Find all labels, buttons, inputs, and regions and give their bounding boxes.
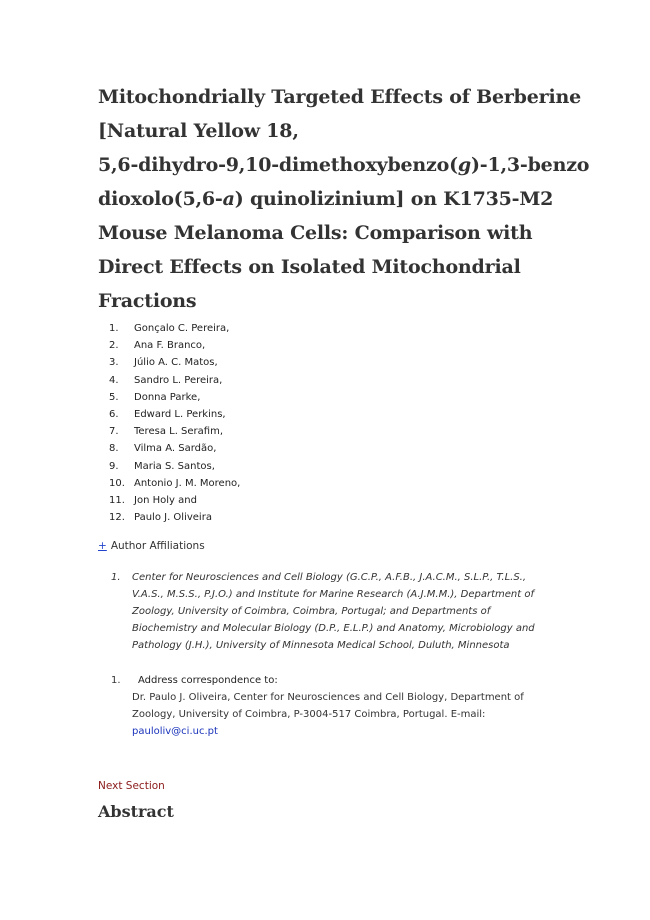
author-item: 8. Vilma A. Sardão, <box>98 440 568 457</box>
author-affiliations-toggle <box>98 539 568 553</box>
author-item: 12. Paulo J. Oliveira <box>98 509 568 526</box>
author-item: 7. Teresa L. Serafim, <box>98 423 568 440</box>
author-name: Vilma A. Sardão, <box>134 443 217 455</box>
author-name: Jon Holy and <box>134 495 197 507</box>
author-item: 4. Sandro L. Pereira, <box>98 372 568 389</box>
next-section-link[interactable]: Next Section <box>98 780 165 793</box>
title-line: Direct Effects on Isolated Mitochondrial <box>98 256 521 278</box>
author-item: 1. Gonçalo C. Pereira, <box>98 320 568 337</box>
expand-affiliations-button[interactable]: + <box>98 540 107 553</box>
affiliation-number: 1. <box>111 572 121 584</box>
affiliations-label: Author Affiliations <box>110 540 205 553</box>
author-list <box>98 320 568 526</box>
title-line: 5,6-dihydro-9,10-dimethoxybenzo(g)-1,3-benzo <box>98 154 590 176</box>
article-title <box>98 80 590 318</box>
correspondence <box>98 672 568 740</box>
author-name: Paulo J. Oliveira <box>134 512 212 524</box>
title-line: Fractions <box>98 290 197 312</box>
author-item: 2. Ana F. Branco, <box>98 337 568 354</box>
author-item: 9. Maria S. Santos, <box>98 458 568 475</box>
author-name: Ana F. Branco, <box>134 340 206 352</box>
email-link[interactable]: pauloliv@ci.uc.pt <box>132 726 218 738</box>
article-page <box>98 80 590 822</box>
author-name: Donna Parke, <box>134 391 201 403</box>
author-item: 10. Antonio J. M. Moreno, <box>98 475 568 492</box>
author-name: Maria S. Santos, <box>134 460 215 472</box>
title-line: Mitochondrially Targeted Effects of Berberine <box>98 86 581 108</box>
affiliation-item <box>98 569 568 654</box>
title-line: Mouse Melanoma Cells: Comparison with <box>98 222 533 244</box>
author-item: 5. Donna Parke, <box>98 389 568 406</box>
correspondence-heading: Address correspondence to: <box>138 675 278 687</box>
author-item: 11. Jon Holy and <box>98 492 568 509</box>
abstract-heading: Abstract <box>98 802 174 822</box>
correspondence-number: 1. <box>111 675 121 687</box>
author-name: Sandro L. Pereira, <box>134 374 223 386</box>
affiliation-text: Center for Neurosciences and Cell Biology (G.C.P., A.F.B., J.A.C.M., S.L.P., T.L.S., V.A.S., M.S.S., P.J.O.) and Institute for Marine Research (A.J.M.M.), Department of Zoology, University of Coimbra, Coimbra, Portugal; and Departments of Biochemistry and Molecular Biology (D.P., E.L.P.) and Anatomy, Microbiology and Pathology (J.H.), University of Minnesota Medical School, Duluth, Minnesota <box>132 572 535 652</box>
correspondence-body: Dr. Paulo J. Oliveira, Center for Neurosciences and Cell Biology, Department of Zoology, University of Coimbra, P-3004-517 Coimbra, Portugal. E-mail: <box>132 692 524 721</box>
author-item: 6. Edward L. Perkins, <box>98 406 568 423</box>
author-name: Júlio A. C. Matos, <box>134 357 218 369</box>
title-line: dioxolo(5,6-a) quinolizinium] on K1735-M2 <box>98 188 554 210</box>
title-line: [Natural Yellow 18, <box>98 120 299 142</box>
author-name: Gonçalo C. Pereira, <box>134 323 230 334</box>
author-name: Edward L. Perkins, <box>134 409 226 421</box>
author-name: Teresa L. Serafim, <box>134 426 224 438</box>
author-item: 3. Júlio A. C. Matos, <box>98 354 568 371</box>
author-name: Antonio J. M. Moreno, <box>134 477 241 489</box>
